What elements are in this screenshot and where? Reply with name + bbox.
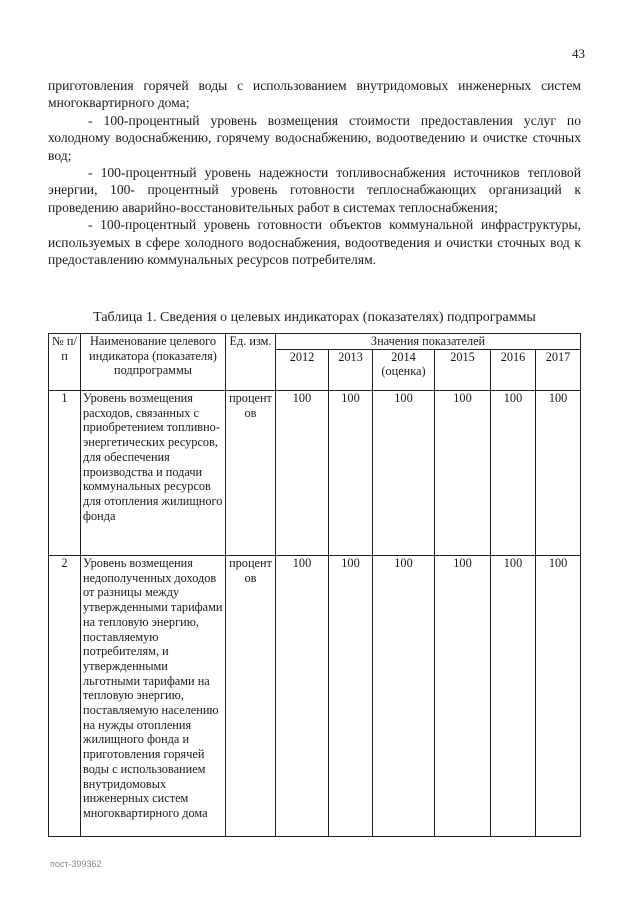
- row-value: 100: [435, 556, 491, 837]
- paragraph: - 100-процентный уровень возмещения стоимости предоставления услуг по холодному водоснабжению, горячему водоснабжению, водоотведению и очистке сточных вод;: [48, 112, 581, 163]
- header-year: 2013: [329, 349, 373, 390]
- row-value: 100: [491, 391, 536, 556]
- header-num: № п/п: [49, 334, 81, 391]
- row-value: 100: [536, 391, 581, 556]
- header-values-group: Значения показателей: [276, 334, 581, 350]
- header-name: Наименование целевого индикатора (показателя) подпрограммы: [81, 334, 226, 391]
- row-value: 100: [373, 556, 435, 837]
- row-value: 100: [491, 556, 536, 837]
- indicators-table: [48, 333, 581, 837]
- paragraph: приготовления горячей воды с использованием внутридомовых инженерных систем многоквартирного дома;: [48, 78, 581, 111]
- row-value: 100: [276, 556, 329, 837]
- header-year: 2016: [491, 349, 536, 390]
- header-year: 2012: [276, 349, 329, 390]
- footer-stamp: пост-399362: [50, 859, 102, 869]
- row-num: 1: [49, 391, 81, 556]
- row-unit: процентов: [226, 391, 276, 556]
- row-num: 2: [49, 556, 81, 837]
- paragraph: - 100-процентный уровень надежности топливоснабжения источников тепловой энергии, 100- процентный уровень готовности теплоснабжающих организаций к проведению аварийно-восстановительных работ в системах теплоснабжения;: [48, 165, 581, 215]
- row-name: Уровень возмещения недополученных доходов от разницы между утвержденными тарифами на тепловую энергию, поставляемую потребителям, и утвержденными льготными тарифами на тепловую энергию, поставляемую населению на нужды отопления жилищного фонда и приготовления горячей воды с использованием внутридомовых инженерных систем многоквартирного дома: [81, 556, 226, 837]
- table-caption: Таблица 1. Сведения о целевых индикаторах (показателях) подпрограммы: [93, 310, 536, 325]
- row-value: 100: [536, 556, 581, 837]
- table-header-row: [49, 334, 581, 350]
- row-value: 100: [329, 556, 373, 837]
- header-unit: Ед. изм.: [226, 334, 276, 391]
- row-unit: процентов: [226, 556, 276, 837]
- page-number: 43: [572, 46, 585, 61]
- row-value: 100: [373, 391, 435, 556]
- header-year: 2014 (оценка): [373, 349, 435, 390]
- row-value: 100: [329, 391, 373, 556]
- row-value: 100: [276, 391, 329, 556]
- row-value: 100: [435, 391, 491, 556]
- table-row: [49, 556, 581, 837]
- row-name: Уровень возмещения расходов, связанных с приобретением топливно-энергетических ресурсов, для обеспечения производства и подачи коммунальных ресурсов для отопления жилищного фонда: [81, 391, 226, 556]
- body-text: [48, 77, 581, 268]
- header-year: 2015: [435, 349, 491, 390]
- header-year: 2017: [536, 349, 581, 390]
- table-row: [49, 391, 581, 556]
- paragraph: - 100-процентный уровень готовности объектов коммунальной инфраструктуры, используемых в сфере холодного водоснабжения, водоотведения и очистки сточных вод к предоставлению коммунальных ресурсов потребителям.: [48, 217, 581, 268]
